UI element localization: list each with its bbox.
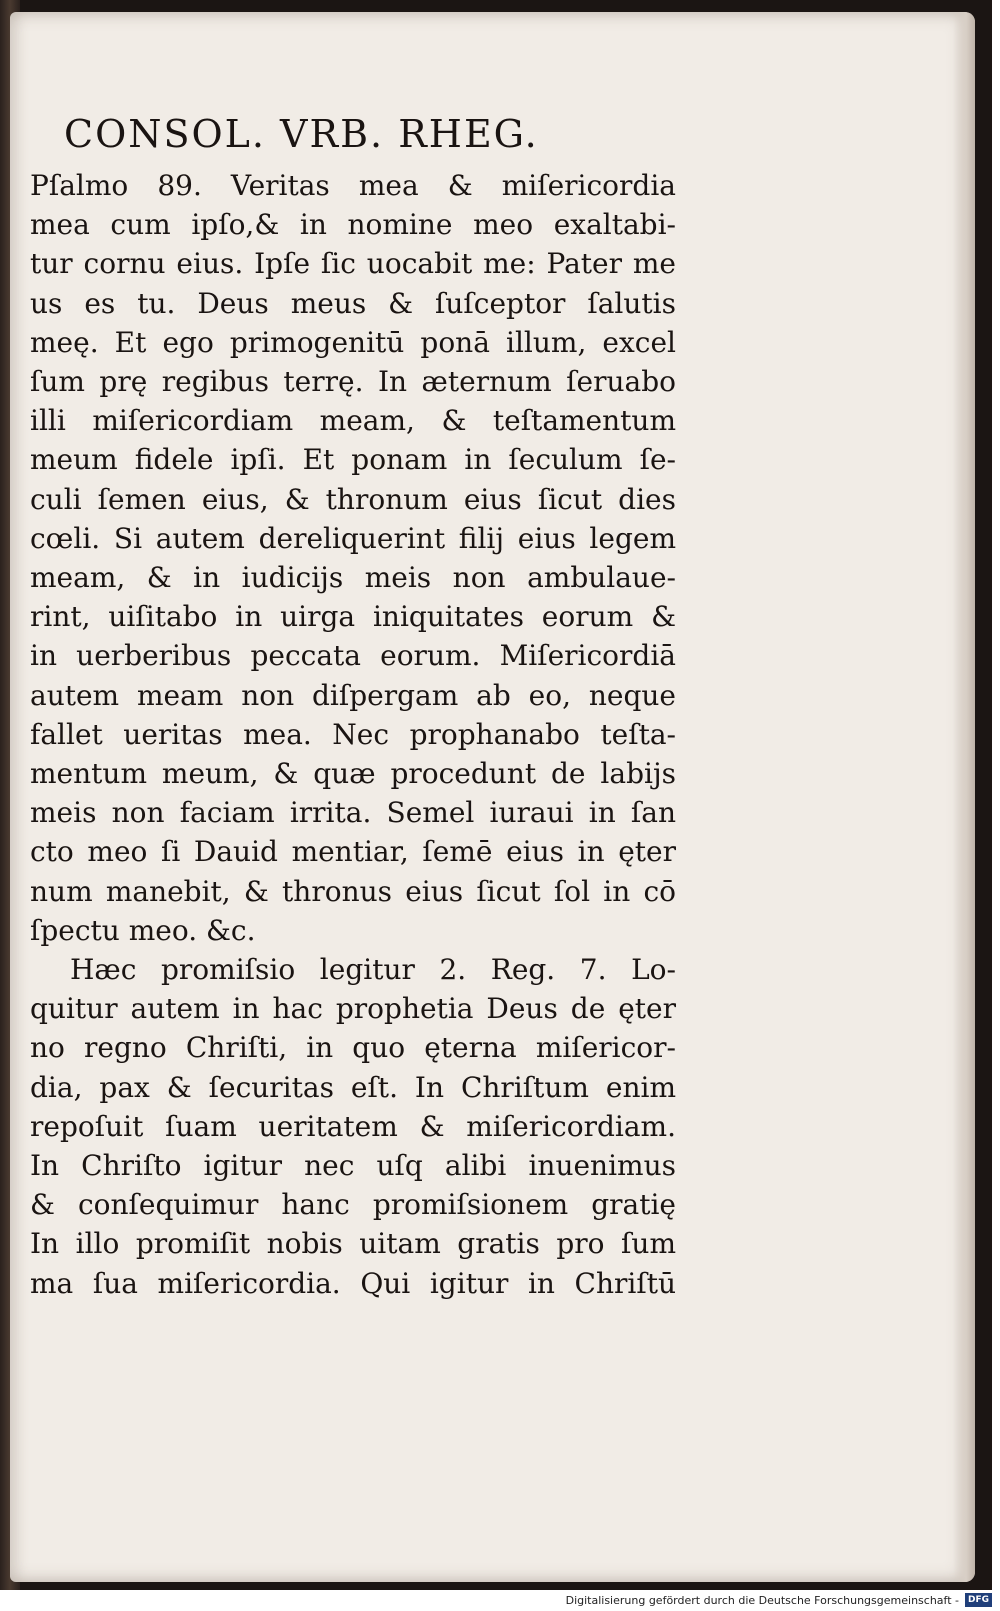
text-line: In illo promiſit nobis uitam gratis pro ſum bbox=[30, 1227, 676, 1261]
text-line: illi miſericordiam meam, & teſtamentum bbox=[30, 404, 676, 438]
text-line: ſpectu meo. &c. bbox=[30, 913, 256, 947]
text-line: no regno Chriſti, in quo ęterna miſericor- bbox=[30, 1031, 676, 1065]
text-line: culi ſemen eius, & thronum eius ſicut dies bbox=[30, 482, 676, 516]
text-line: autem meam non diſpergam ab eo, neque bbox=[30, 678, 676, 712]
digitization-credit bbox=[566, 1591, 992, 1609]
text-line: Pſalmo 89. Veritas mea & miſericordia bbox=[30, 169, 676, 202]
book-page bbox=[10, 12, 975, 1582]
text-line: us es tu. Deus meus & ſuſceptor ſalutis bbox=[30, 286, 676, 320]
running-head: CONSOL. VRB. RHEG. bbox=[64, 112, 539, 156]
text-line: cto meo ſi Dauid mentiar, ſemē eius in ęter bbox=[30, 835, 676, 869]
text-line: meę. Et ego primogenitū ponā illum, excel bbox=[30, 325, 676, 359]
text-line: meam, & in iudicijs meis non ambulaue- bbox=[30, 561, 676, 595]
page-edge-shadow bbox=[953, 12, 975, 1582]
dfg-logo: DFG bbox=[965, 1593, 992, 1607]
credit-text: Digitalisierung gefördert durch die Deutsche Forschungsgemeinschaft - bbox=[565, 1593, 959, 1607]
text-line: in uerberibus peccata eorum. Miſericordiā bbox=[30, 639, 676, 673]
text-line: tur cornu eius. Ipſe ſic uocabit me: Pater me bbox=[30, 247, 676, 281]
text-line: In Chriſto igitur nec uſq alibi inuenimus bbox=[30, 1149, 676, 1183]
text-line: meis non faciam irrita. Semel iuraui in ſan bbox=[30, 796, 676, 830]
text-line: mea cum ipſo,& in nomine meo exaltabi- bbox=[30, 208, 676, 242]
text-line: mentum meum, & quæ procedunt de labijs bbox=[30, 757, 676, 791]
text-line: dia, pax & ſecuritas eſt. In Chriſtum enim bbox=[30, 1070, 676, 1104]
text-line: num manebit, & thronus eius ſicut ſol in cō bbox=[30, 874, 676, 908]
text-line: fallet ueritas mea. Nec prophanabo teſta- bbox=[30, 717, 676, 751]
text-line: repoſuit ſuam ueritatem & miſericordiam. bbox=[30, 1109, 676, 1143]
text-line: & conſequimur hanc promiſsionem gratię bbox=[30, 1188, 676, 1222]
text-line: meum fidele ipſi. Et ponam in ſeculum ſe- bbox=[30, 443, 676, 477]
text-line: cœli. Si autem dereliquerint filij eius legem bbox=[30, 521, 676, 555]
text-line: quitur autem in hac prophetia Deus de ęter bbox=[30, 992, 676, 1026]
page-text-block bbox=[30, 110, 680, 1303]
paragraph-start-line: Hæc promiſsio legitur 2. Reg. 7. Lo- bbox=[70, 953, 676, 987]
text-line: ſum prę regibus terrę. In æternum ſeruabo bbox=[30, 365, 676, 399]
text-line: rint, uiſitabo in uirga iniquitates eorum & bbox=[30, 600, 676, 634]
text-line: ma ſua miſericordia. Qui igitur in Chriſtū bbox=[30, 1266, 676, 1300]
